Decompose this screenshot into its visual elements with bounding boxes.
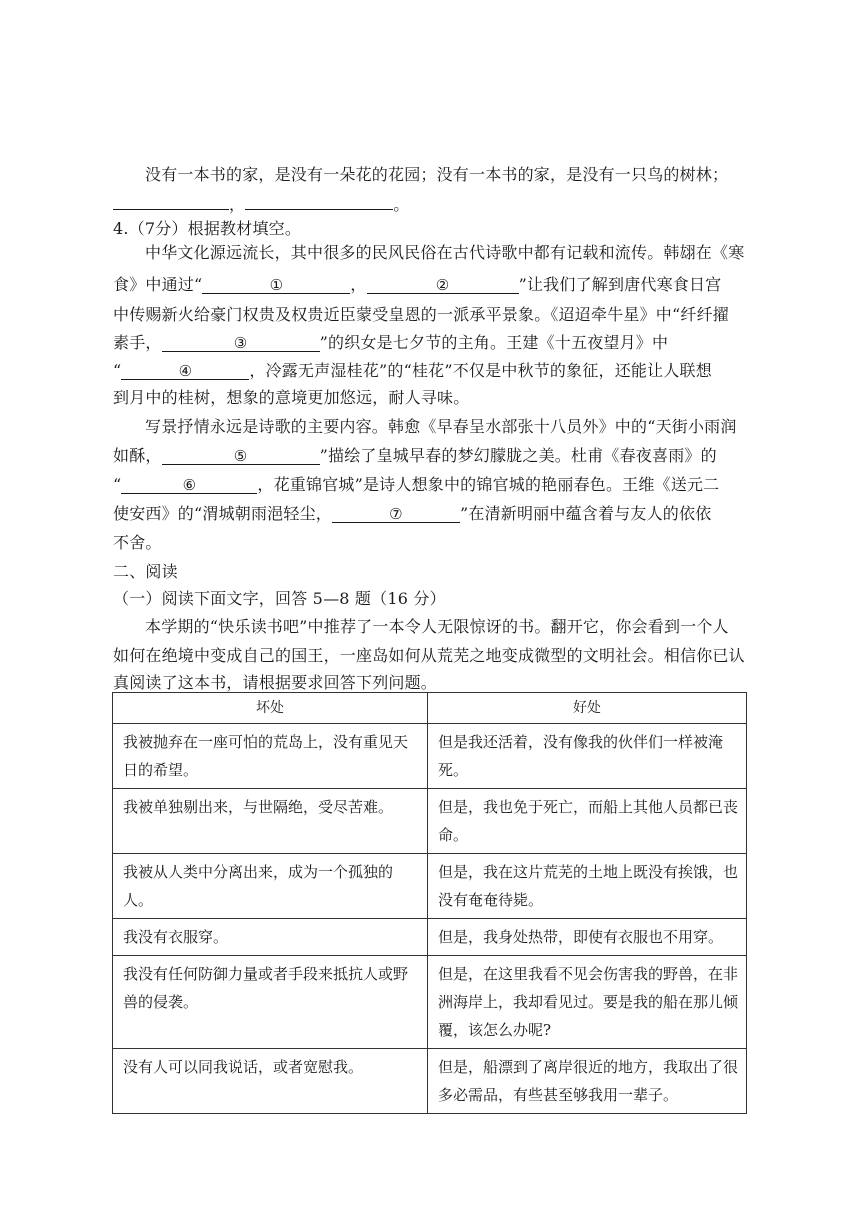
q4-p2-line2: 如酥， ⑤ ”描绘了皇城早春的梦幻朦胧之美。杜甫《春夜喜雨》的 <box>113 446 717 465</box>
q4-p2-line1: 写景抒情永远是诗歌的主要内容。韩愈《早春呈水部张十八员外》中的“天街小雨润 <box>145 417 737 436</box>
intro-text: 没有一本书的家，是没有一朵花的花园；没有一本书的家，是没有一只鸟的树林； <box>145 165 729 184</box>
comparison-table <box>112 692 747 1114</box>
table-row <box>113 1049 747 1114</box>
cell-bad: 我被单独剔出来，与世隔绝，受尽苦难。 <box>113 789 428 854</box>
cell-good: 但是，我在这片荒芜的土地上既没有挨饿，也没有奄奄待毙。 <box>428 854 747 919</box>
cell-bad: 我被从人类中分离出来，成为一个孤独的人。 <box>113 854 428 919</box>
table-row <box>113 789 747 854</box>
blank-2[interactable]: ② <box>367 276 519 294</box>
cell-good: 但是，船漂到了离岸很近的地方，我取出了很多必需品，有些甚至够我用一辈子。 <box>428 1049 747 1114</box>
passage-line3: 真阅读了这本书，请根据要求回答下列问题。 <box>113 673 438 692</box>
q4-p2-line4: 使安西》的“渭城朝雨浥轻尘， ⑦ ”在清新明丽中蕴含着与友人的依依 <box>113 504 712 523</box>
table-row <box>113 724 747 789</box>
cell-good: 但是，在这里我看不见会伤害我的野兽，在非洲海岸上，我却看见过。要是我的船在那儿倾覆，该怎么办呢? <box>428 956 747 1049</box>
answer-blank-b[interactable] <box>245 192 393 210</box>
q4-p1-line1: 中华文化源远流长，其中很多的民风民俗在古代诗歌中都有记载和流传。韩翃在《寒 <box>145 243 745 262</box>
passage-line1: 本学期的“快乐读书吧”中推荐了一本令人无限惊讶的书。翻开它，你会看到一个人 <box>145 617 729 636</box>
answer-blank-a[interactable] <box>113 192 229 210</box>
table-row <box>113 854 747 919</box>
q3-answer-line: ， 。 <box>113 192 753 215</box>
q4-p1-line5: “ ④ ，冷露无声湿桂花”的“桂花”不仅是中秋节的象征，还能让人联想 <box>113 361 712 380</box>
cell-good: 但是，我也免于死亡，而船上其他人员都已丧命。 <box>428 789 747 854</box>
q4-p1-line3: 中传赐新火给豪门权贵及权贵近臣蒙受皇恩的一派承平景象。《迢迢牵牛星》中“纤纤擢 <box>113 305 729 324</box>
section2-subtitle: （一）阅读下面文字，回答 5—8 题（16 分） <box>113 589 446 608</box>
passage-line2: 如何在绝境中变成自己的国王，一座岛如何从荒芜之地变成微型的文明社会。相信你已认 <box>113 646 745 665</box>
section2-title: 二、阅读 <box>113 562 178 581</box>
header-disadvantage: 坏处 <box>113 693 428 724</box>
intro-line <box>145 165 785 185</box>
q4-p1-line2: 食》中通过“ ① ， ② ”让我们了解到唐代寒食日宫 <box>113 275 722 294</box>
blank-5[interactable]: ⑤ <box>162 447 320 465</box>
table-row <box>113 919 747 956</box>
cell-bad: 我没有衣服穿。 <box>113 919 428 956</box>
blank-7[interactable]: ⑦ <box>332 505 460 523</box>
cell-good: 但是我还活着，没有像我的伙伴们一样被淹死。 <box>428 724 747 789</box>
header-advantage: 好处 <box>428 693 747 724</box>
blank-3[interactable]: ③ <box>162 334 320 352</box>
q4-p1-line6: 到月中的桂树，想象的意境更加悠远，耐人寻味。 <box>113 388 470 407</box>
table-header-row <box>113 693 747 724</box>
cell-good: 但是，我身处热带，即使有衣服也不用穿。 <box>428 919 747 956</box>
q4-p2-line3: “ ⑥ ，花重锦官城”是诗人想象中的锦官城的艳丽春色。王维《送元二 <box>113 475 720 494</box>
cell-bad: 我没有任何防御力量或者手段来抵抗人或野兽的侵袭。 <box>113 956 428 1049</box>
cell-bad: 没有人可以同我说话，或者宽慰我。 <box>113 1049 428 1114</box>
q4-p1-line4: 素手， ③ ”的织女是七夕节的主角。王建《十五夜望月》中 <box>113 333 669 352</box>
cell-bad: 我被抛弃在一座可怕的荒岛上，没有重见天日的希望。 <box>113 724 428 789</box>
table-row <box>113 956 747 1049</box>
blank-1[interactable]: ① <box>202 276 350 294</box>
blank-4[interactable]: ④ <box>121 362 249 380</box>
q4-p2-line5: 不舍。 <box>113 533 162 552</box>
q4-header: 4.（7分）根据教材填空。 <box>113 219 302 238</box>
blank-6[interactable]: ⑥ <box>121 476 257 494</box>
